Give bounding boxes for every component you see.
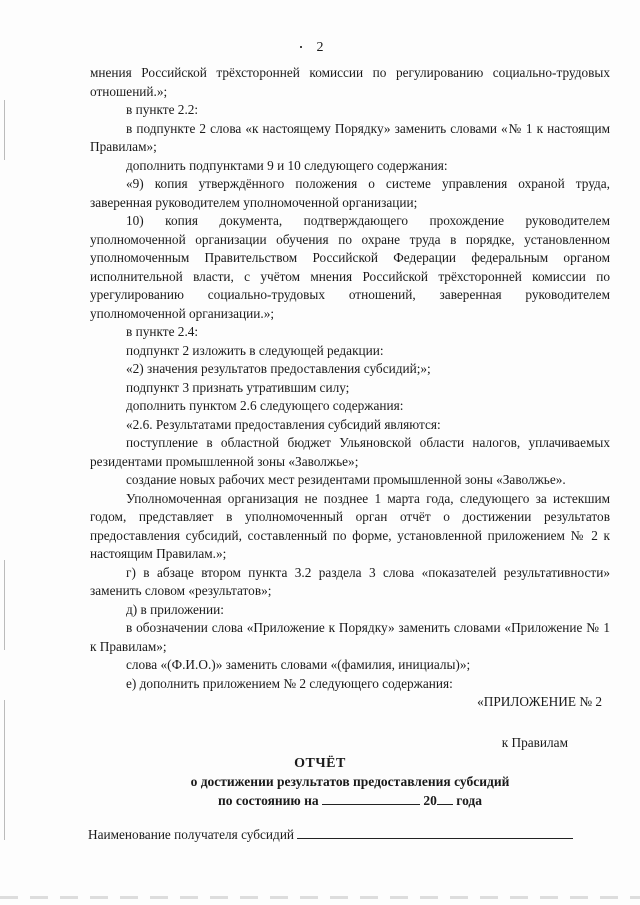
paragraph: «2.6. Результатами предоставления субсидий являются: <box>126 416 441 432</box>
paragraph: е) дополнить приложением № 2 следующего содержания: <box>126 675 453 691</box>
paragraph: г) в абзаце втором пункта 3.2 раздела 3 слова «показателей результативности» заменить словом «результатов»; <box>90 564 610 598</box>
report-year-word: года <box>456 793 483 808</box>
paragraph: создание новых рабочих мест резидентами промышленной зоны «Заволжье». <box>126 472 566 487</box>
paragraph: дополнить подпунктами 9 и 10 следующего содержания: <box>126 157 448 173</box>
recipient-label: Наименование получателя субсидий <box>88 827 295 842</box>
scan-artifact <box>4 700 5 840</box>
appendix-to-rules: к Правилам <box>501 734 568 750</box>
scan-artifact <box>4 100 5 160</box>
date-blank-field[interactable] <box>322 792 420 805</box>
scan-mark <box>300 46 302 48</box>
scan-artifact <box>4 560 5 650</box>
paragraph: в пункте 2.4: <box>126 324 199 339</box>
paragraph: мнения Российской трёхсторонней комиссии по регулированию социально-трудовых отношений.»; <box>90 65 610 99</box>
paragraph: поступление в областной бюджет Ульяновской области налогов, уплачиваемых резидентами промышленной зоны «Заволжье»; <box>90 435 610 469</box>
scan-artifact <box>0 896 640 899</box>
report-year-prefix: 20 <box>423 793 437 808</box>
paragraph: дополнить пунктом 2.6 следующего содержания: <box>126 398 404 413</box>
paragraph: подпункт 3 признать утратившим силу; <box>126 379 350 395</box>
paragraph: в подпункте 2 слова «к настоящему Порядку» заменить словами «№ 1 к настоящим Правилам»; <box>90 120 610 154</box>
paragraph: в обозначении слова «Приложение к Порядку» заменить словами «Приложение № 1 к Правилам»; <box>90 620 610 654</box>
paragraph: д) в приложении: <box>126 601 224 617</box>
recipient-blank-field[interactable] <box>297 826 573 839</box>
year-blank-field[interactable] <box>437 792 453 805</box>
paragraph: в пункте 2.2: <box>126 102 199 117</box>
paragraph: «9) копия утверждённого положения о системе управления охраной труда, заверенная руководителем уполномоченной организации; <box>90 176 610 210</box>
paragraph: 10) копия документа, подтверждающего прохождение руководителем уполномоченной организации обучения по охране труда в порядке, установленном уполномоченным Правительством Российской Федерации федеральным органом исполнительной власти, с учётом мнения Российской трёхсторонней комиссии по урегулированию социально-трудовых отношений, заверенная руководителем уполномоченной организации.»; <box>90 213 610 321</box>
paragraph: «2) значения результатов предоставления субсидий;»; <box>126 361 431 376</box>
paragraph: подпункт 2 изложить в следующей редакции: <box>126 342 384 358</box>
recipient-line <box>88 826 573 843</box>
appendix-label: «ПРИЛОЖЕНИЕ № 2 <box>477 694 602 709</box>
report-date-line <box>0 792 640 809</box>
report-title: ОТЧЁТ <box>294 756 346 771</box>
page-number: 2 <box>316 40 324 55</box>
report-as-of-label: по состоянию на <box>217 793 319 808</box>
report-subtitle: о достижении результатов предоставления субсидий <box>190 774 510 789</box>
paragraph: Уполномоченная организация не позднее 1 марта года, следующего за истекшим годом, представляет в уполномоченный орган отчёт о достижении результатов предоставления субсидий, составленный по форме, установленной приложением № 2 к настоящим Правилам.»; <box>90 490 610 561</box>
paragraph: слова «(Ф.И.О.)» заменить словами «(фамилия, инициалы)»; <box>126 657 471 672</box>
document-body <box>90 64 610 752</box>
